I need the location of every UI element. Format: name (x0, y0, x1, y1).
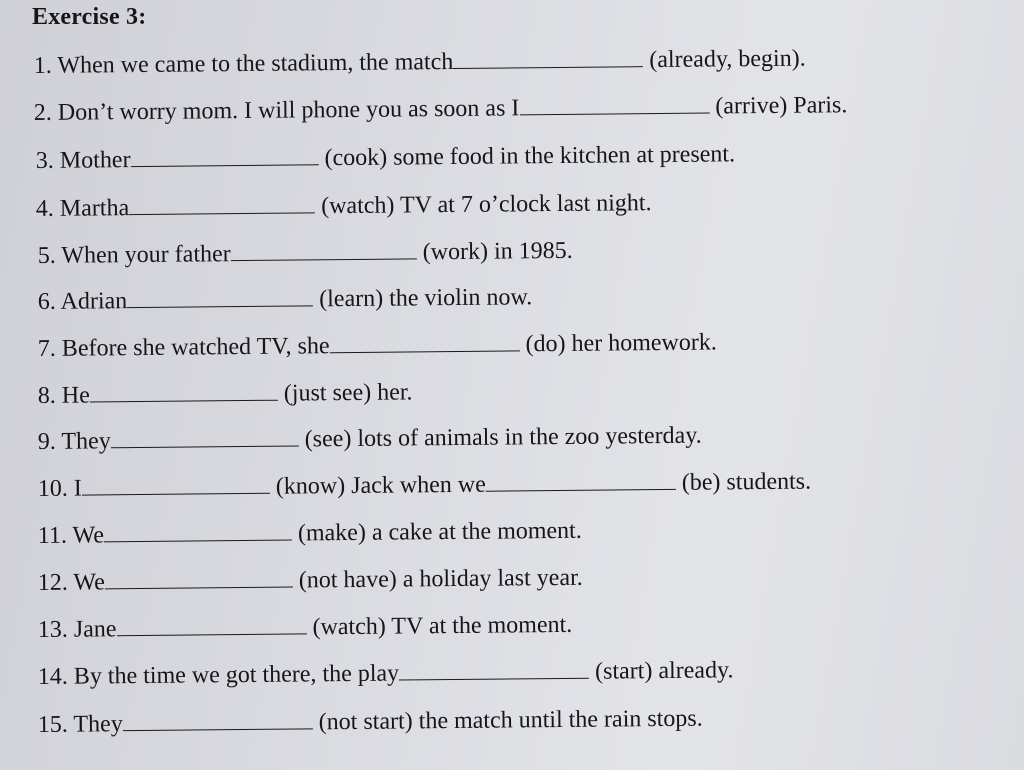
item-number: 5. (37, 242, 56, 270)
item-number: 15. (37, 711, 68, 739)
item-text-after: (cook) some food in the kitchen at present. (324, 141, 736, 172)
item-text-after: (just see) her. (283, 379, 413, 407)
item-text-before: When your father (61, 241, 231, 269)
item-text-after: (work) in 1985. (422, 237, 573, 266)
item-text-before: Martha (59, 195, 130, 222)
item-text-after: (already, begin). (649, 45, 806, 74)
item-text-before: When we came to the stadium, the match (57, 48, 454, 79)
item-number: 1. (33, 52, 52, 80)
answer-blank[interactable] (453, 46, 643, 69)
exercise-item (36, 140, 735, 175)
answer-blank[interactable] (399, 658, 589, 681)
answer-blank[interactable] (486, 469, 676, 492)
exercise-item (38, 328, 717, 363)
item-text-before: Mother (59, 147, 131, 174)
item-number: 3. (35, 147, 54, 175)
item-text-before: We (72, 522, 105, 549)
item-text-before: Jane (73, 616, 117, 643)
exercise-title: Exercise 3: (32, 4, 147, 30)
exercise-item (38, 378, 413, 410)
answer-blank[interactable] (129, 192, 315, 215)
item-text-before: By the time we got there, the play (73, 660, 400, 690)
answer-blank[interactable] (130, 144, 318, 167)
item-text-after: (not have) a holiday last year. (298, 564, 583, 594)
item-text-before: They (61, 428, 111, 455)
item-number: 9. (37, 428, 56, 456)
item-number: 12. (37, 569, 68, 597)
answer-blank[interactable] (123, 708, 313, 731)
item-text-after: (start) already. (594, 657, 734, 685)
answer-blank[interactable] (90, 380, 278, 403)
item-text-after: (arrive) Paris. (715, 92, 848, 120)
item-text-before: Don’t worry mom. I will phone you as soon as I (57, 95, 520, 126)
exercise-item (36, 189, 652, 223)
exercise-item (38, 564, 583, 597)
answer-blank[interactable] (116, 613, 306, 636)
exercise-item (38, 237, 573, 270)
answer-blank[interactable] (104, 520, 292, 543)
item-number: 8. (37, 382, 56, 410)
answer-blank[interactable] (105, 567, 293, 590)
answer-blank[interactable] (231, 238, 417, 261)
item-text-after: (do) her homework. (525, 329, 717, 358)
exercise-item (38, 517, 582, 550)
item-number: 7. (37, 335, 56, 363)
item-number: 10. (37, 475, 68, 503)
item-text-after: (learn) the violin now. (319, 284, 533, 313)
exercise-item (38, 468, 811, 503)
item-text-before: He (61, 382, 90, 409)
item-text-after: (watch) TV at 7 o’clock last night. (321, 190, 652, 220)
item-number: 2. (33, 99, 52, 127)
item-text-after: (watch) TV at the moment. (312, 611, 573, 641)
item-number: 14. (37, 663, 68, 691)
item-number: 11. (37, 522, 68, 550)
answer-blank[interactable] (127, 285, 313, 308)
exercise-item (38, 705, 703, 739)
item-text-after: (not start) the match until the rain stops. (318, 705, 703, 736)
exercise-item (34, 45, 806, 80)
item-text-after: (see) lots of animals in the zoo yesterday. (304, 422, 702, 453)
item-text-before: Adrian (60, 288, 128, 315)
item-text-before: Before she watched TV, she (61, 333, 330, 362)
item-text-after: (be) students. (681, 468, 812, 496)
exercise-item (38, 283, 533, 316)
exercise-item (34, 91, 848, 127)
item-text-middle: (know) Jack when we (275, 471, 486, 500)
item-text-before: We (73, 569, 105, 596)
exercise-item (38, 611, 573, 644)
exercise-item (38, 656, 734, 691)
item-text-before: I (73, 475, 82, 502)
answer-blank[interactable] (519, 93, 709, 116)
item-number: 4. (35, 195, 54, 223)
exercise-item (38, 422, 702, 456)
item-text-after: (make) a cake at the moment. (297, 517, 582, 547)
item-number: 13. (37, 616, 68, 644)
answer-blank[interactable] (82, 473, 270, 496)
item-text-before: They (73, 711, 123, 738)
answer-blank[interactable] (329, 330, 519, 353)
item-number: 6. (37, 288, 56, 316)
answer-blank[interactable] (111, 425, 299, 448)
